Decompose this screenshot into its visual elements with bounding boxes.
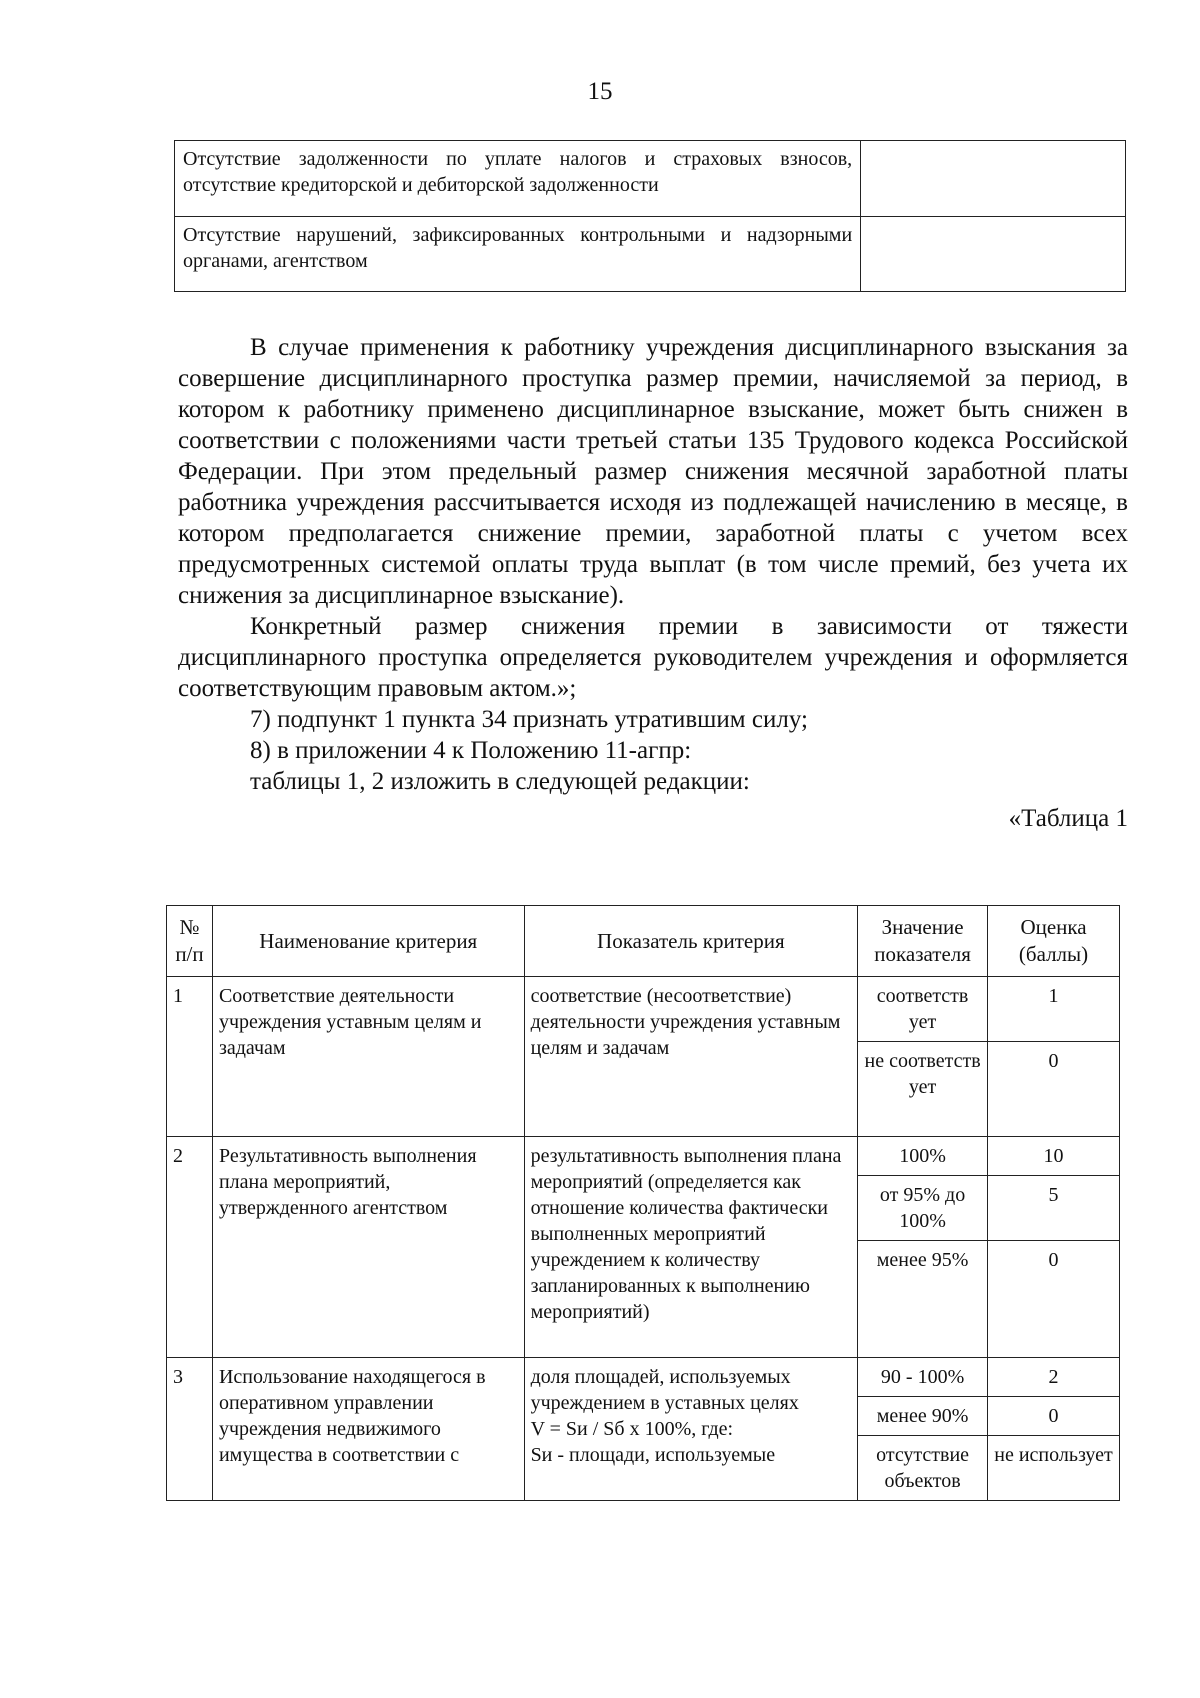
indicator-score: 10 <box>988 1137 1120 1176</box>
indicator-value: соответств ует <box>858 977 988 1042</box>
indicator-value: 100% <box>858 1137 988 1176</box>
table-row <box>175 141 1126 217</box>
indicator-value: менее 95% <box>858 1241 988 1358</box>
paragraph-tables: таблицы 1, 2 изложить в следующей редакции: <box>250 768 750 795</box>
indicator-text: доля площадей, используемых учреждением в уставных целях <box>530 1366 799 1414</box>
table-caption: «Таблица 1 <box>1008 805 1128 832</box>
indicator-score: не использует <box>988 1436 1120 1501</box>
header-name: Наименование критерия <box>212 906 524 977</box>
paragraph-item-7: 7) подпункт 1 пункта 34 признать утратившим силу; <box>250 706 808 733</box>
criterion-name: Соответствие деятельности учреждения уставным целям и задачам <box>212 977 524 1137</box>
table-row <box>167 977 1120 1042</box>
criterion-indicator <box>524 1358 858 1501</box>
paragraph-reduction-size: Конкретный размер снижения премии в зависимости от тяжести дисциплинарного проступка определяется руководителем учреждения и оформляется соответствующим правовым актом.»; <box>178 613 1128 702</box>
table-row <box>167 1137 1120 1176</box>
table-row <box>175 216 1126 292</box>
header-indicator: Показатель критерия <box>524 906 858 977</box>
paragraph-disciplinary: В случае применения к работнику учреждения дисциплинарного взыскания за совершение дисциплинарного проступка размер премии, начисляемой за период, в котором к работнику применено дисциплинарное взыскание, может быть снижен в соответствии с положениями части третьей статьи 135 Трудового кодекса Российской Федерации. При этом предельный размер снижения месячной заработной платы работника учреждения рассчитывается исходя из подлежащей начислению в месяце, в котором предполагается снижение премии, заработной платы с учетом всех предусмотренных системой оплаты труда выплат (в том числе премий, без учета их снижения за дисциплинарное взыскание). <box>178 334 1128 609</box>
criterion-name: Использование находящегося в оперативном управлении учреждения недвижимого имущества в соответствии с <box>212 1358 524 1501</box>
empty-cell <box>861 216 1126 292</box>
criterion-text: Отсутствие нарушений, зафиксированных контрольными и надзорными органами, агентством <box>175 216 861 292</box>
indicator-score: 0 <box>988 1397 1120 1436</box>
header-value: Значение показателя <box>858 906 988 977</box>
criterion-indicator: результативность выполнения плана мероприятий (определяется как отношение количества фактически выполненных мероприятий учреждением к количеству запланированных к выполнению мероприятий) <box>524 1137 858 1358</box>
criteria-table <box>166 905 1120 1501</box>
indicator-value: 90 - 100% <box>858 1358 988 1397</box>
row-number: 2 <box>167 1137 213 1358</box>
indicator-value: менее 90% <box>858 1397 988 1436</box>
indicator-score: 1 <box>988 977 1120 1042</box>
table-header-row <box>167 906 1120 977</box>
row-number: 3 <box>167 1358 213 1501</box>
indicator-score: 0 <box>988 1042 1120 1137</box>
empty-cell <box>861 141 1126 217</box>
indicator-formula: V = Sи / Sб x 100%, где: <box>530 1418 734 1440</box>
table-row <box>167 1358 1120 1397</box>
criteria-continuation-table <box>174 140 1126 292</box>
criterion-name: Результативность выполнения плана мероприятий, утвержденного агентством <box>212 1137 524 1358</box>
indicator-formula-note: Sи - площади, используемые <box>530 1444 776 1466</box>
paragraph-item-8: 8) в приложении 4 к Положению 11-агпр: <box>250 737 692 764</box>
row-number: 1 <box>167 977 213 1137</box>
page-number: 15 <box>587 78 613 105</box>
indicator-value: от 95% до 100% <box>858 1176 988 1241</box>
header-num: № п/п <box>167 906 213 977</box>
indicator-score: 2 <box>988 1358 1120 1397</box>
header-score: Оценка (баллы) <box>988 906 1120 977</box>
document-body <box>178 332 1128 834</box>
indicator-score: 5 <box>988 1176 1120 1241</box>
indicator-value: не соответств ует <box>858 1042 988 1137</box>
indicator-value: отсутствие объектов <box>858 1436 988 1501</box>
indicator-score: 0 <box>988 1241 1120 1358</box>
criterion-text: Отсутствие задолженности по уплате налогов и страховых взносов, отсутствие кредиторской и дебиторской задолженности <box>175 141 861 217</box>
criterion-indicator: соответствие (несоответствие) деятельности учреждения уставным целям и задачам <box>524 977 858 1137</box>
